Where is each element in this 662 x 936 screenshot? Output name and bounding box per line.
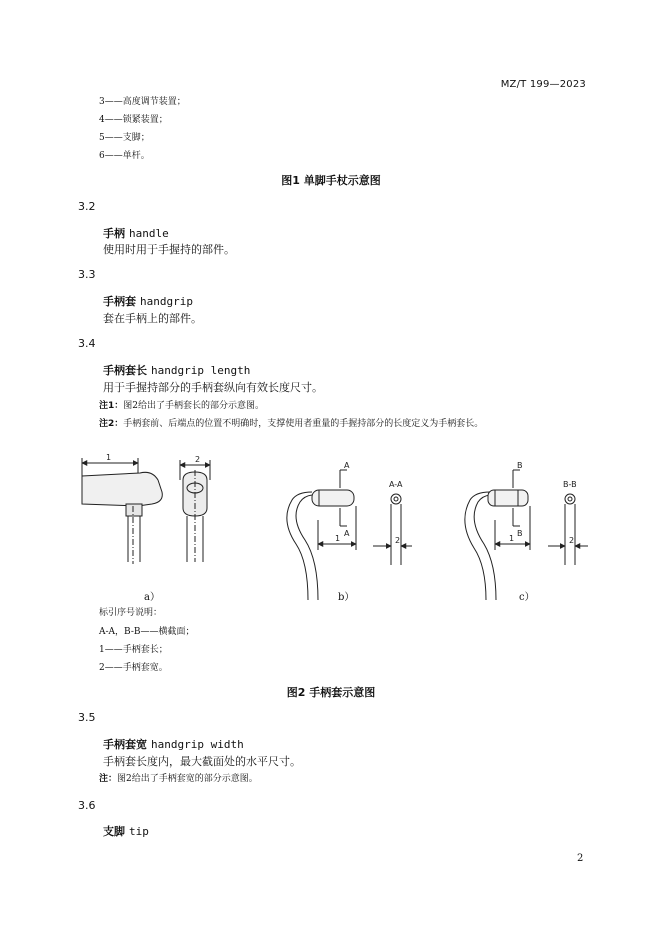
subfigure-c-label: c） xyxy=(519,592,535,603)
term-cn: 手柄 xyxy=(103,227,125,240)
document-id: MZ/T 199—2023 xyxy=(500,79,586,90)
section-3-6-number: 3.6 xyxy=(78,799,96,812)
section-3-3-definition: 套在手柄上的部件。 xyxy=(103,312,202,325)
section-3-5-number: 3.5 xyxy=(78,711,96,724)
panel-b-section-mark-top: A xyxy=(344,461,350,470)
section-3-3-number: 3.3 xyxy=(78,268,96,281)
panel-a-handle-side xyxy=(82,458,162,564)
section-3-4-note1 xyxy=(99,398,264,411)
section-3-2-term xyxy=(103,225,169,241)
note1-text: 图2给出了手柄套长的部分示意图。 xyxy=(123,401,264,411)
figure2-caption: 图2 手柄套示意图 xyxy=(286,686,376,699)
panel-c-section-title: B-B xyxy=(563,480,577,489)
section-3-4-number: 3.4 xyxy=(78,337,96,350)
section-3-6-term xyxy=(103,823,149,839)
term-en: handgrip xyxy=(140,295,193,308)
term-cn: 手柄套 xyxy=(103,295,136,308)
note2-label: 注2： xyxy=(99,419,124,429)
page-number: 2 xyxy=(577,853,584,864)
panel-c-section-mark-bottom: B xyxy=(517,529,523,538)
note-label: 注： xyxy=(99,774,118,784)
note1-label: 注1： xyxy=(99,401,124,411)
section-3-4-definition: 用于手握持部分的手柄套纵向有效长度尺寸。 xyxy=(103,381,323,394)
fig1-legend-item-6: 6——单杆。 xyxy=(99,151,150,161)
term-en: handle xyxy=(129,227,169,240)
fig2-legend-item-1: 1——手柄套长； xyxy=(99,645,168,655)
panel-b-section-title: A-A xyxy=(389,480,403,489)
note2-text: 手柄套前、后端点的位置不明确时，支撑使用者重量的手握持部分的长度定义为手柄套长。 xyxy=(123,419,484,429)
fig1-legend-item-3: 3——高度调节装置； xyxy=(99,97,186,107)
section-3-4-note2 xyxy=(99,416,483,429)
term-cn: 手柄套宽 xyxy=(103,738,147,751)
panel-b-section-mark-bottom: A xyxy=(344,529,350,538)
section-3-4-term xyxy=(103,362,250,378)
subfigure-b-label: b） xyxy=(338,592,355,603)
section-3-5-note xyxy=(99,771,258,784)
panel-b-dim-2-label: 2 xyxy=(395,536,401,545)
panel-c-dim-1-label: 1 xyxy=(509,534,515,543)
fig1-legend-item-5: 5——支脚； xyxy=(99,133,150,143)
fig2-legend-item-2: 2——手柄套宽。 xyxy=(99,663,168,673)
fig1-legend-item-4: 4——锁紧装置； xyxy=(99,115,168,125)
section-3-5-definition: 手柄套长度内，最大截面处的水平尺寸。 xyxy=(103,755,301,768)
section-3-5-term xyxy=(103,736,244,752)
term-cn: 支脚 xyxy=(103,825,125,838)
panel-a-handle-front xyxy=(180,460,210,562)
term-cn: 手柄套长 xyxy=(103,364,147,377)
panel-a-dim-1-label: 1 xyxy=(106,453,112,462)
panel-b-dim-1-label: 1 xyxy=(335,534,341,543)
panel-c-section-mark-top: B xyxy=(517,461,523,470)
panel-c-offset-handle xyxy=(465,470,588,600)
panel-c-dim-2-label: 2 xyxy=(569,536,575,545)
term-en: handgrip width xyxy=(151,738,244,751)
term-en: tip xyxy=(129,825,149,838)
subfigure-a-label: a） xyxy=(144,592,160,603)
fig2-legend-title: 标引序号说明： xyxy=(99,608,163,618)
section-3-2-definition: 使用时用于手握持的部件。 xyxy=(103,243,235,256)
term-en: handgrip length xyxy=(151,364,251,377)
figure1-caption: 图1 单脚手杖示意图 xyxy=(281,174,381,187)
figure2-drawing xyxy=(0,440,662,610)
note-text: 图2给出了手柄套宽的部分示意图。 xyxy=(117,774,258,784)
section-3-2-number: 3.2 xyxy=(78,200,96,213)
panel-a-dim-2-label: 2 xyxy=(195,455,201,464)
section-3-3-term xyxy=(103,293,193,309)
fig2-legend-item-sections: A-A，B-B——横截面； xyxy=(99,627,195,637)
